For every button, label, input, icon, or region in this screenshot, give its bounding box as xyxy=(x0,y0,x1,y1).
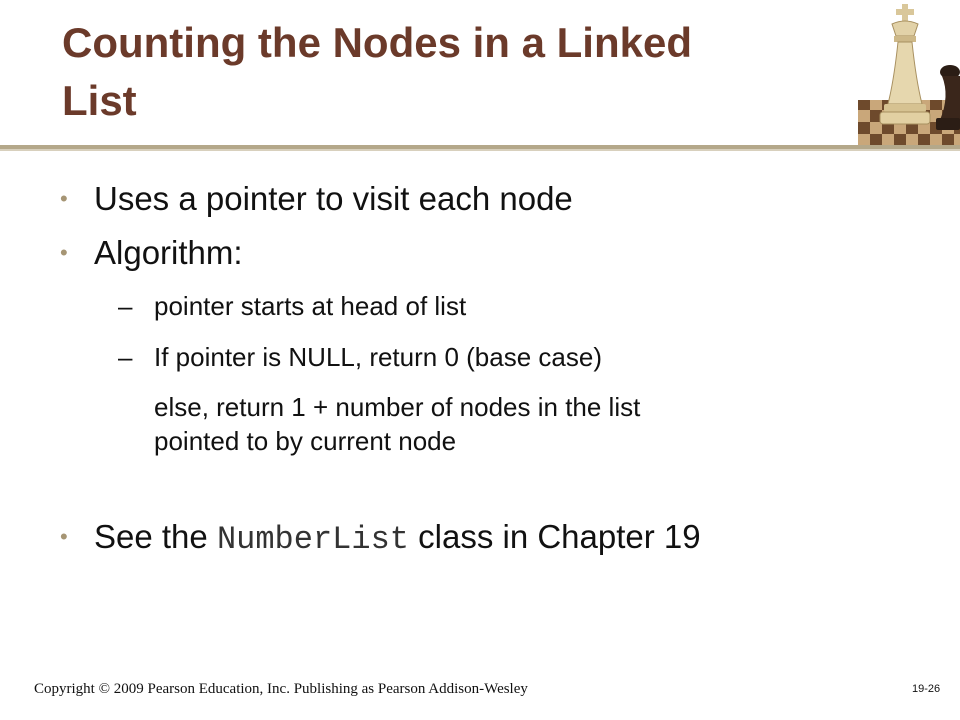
bullet-dot-icon: • xyxy=(60,186,68,211)
sub-bullet-text: If pointer is NULL, return 0 (base case) xyxy=(154,342,602,372)
bullet-dot-icon: • xyxy=(60,240,68,265)
chess-king-icon xyxy=(858,0,960,146)
dark-chess-piece xyxy=(936,65,960,130)
sub-bullet-continuation: pointed to by current node xyxy=(154,426,457,456)
bullet-text: Uses a pointer to visit each node xyxy=(94,180,573,217)
bullet-text-before: See the xyxy=(94,518,217,555)
slide-title xyxy=(62,14,822,130)
sub-bullet-dash: – xyxy=(118,342,133,372)
slide-title-line-2: List xyxy=(62,77,137,124)
code-class-name: NumberList xyxy=(216,521,409,558)
sub-bullet-dash: – xyxy=(118,291,133,321)
bullet-text xyxy=(94,517,701,560)
sub-bullet-text: pointer starts at head of list xyxy=(154,291,467,321)
page-number: 19-26 xyxy=(912,683,941,695)
sub-bullet-continuation: else, return 1 + number of nodes in the list xyxy=(154,392,641,422)
light-king-piece xyxy=(880,4,930,124)
title-divider-shadow xyxy=(0,149,960,151)
slide-title-line-1: Counting the Nodes in a Linked xyxy=(62,19,692,66)
copyright-footer: Copyright © 2009 Pearson Education, Inc. Publishing as Pearson Addison-Wesley xyxy=(34,681,528,697)
bullet-text: Algorithm: xyxy=(94,234,243,271)
bullet-text-after: class in Chapter 19 xyxy=(408,518,701,555)
bullet-dot-icon: • xyxy=(60,524,68,549)
